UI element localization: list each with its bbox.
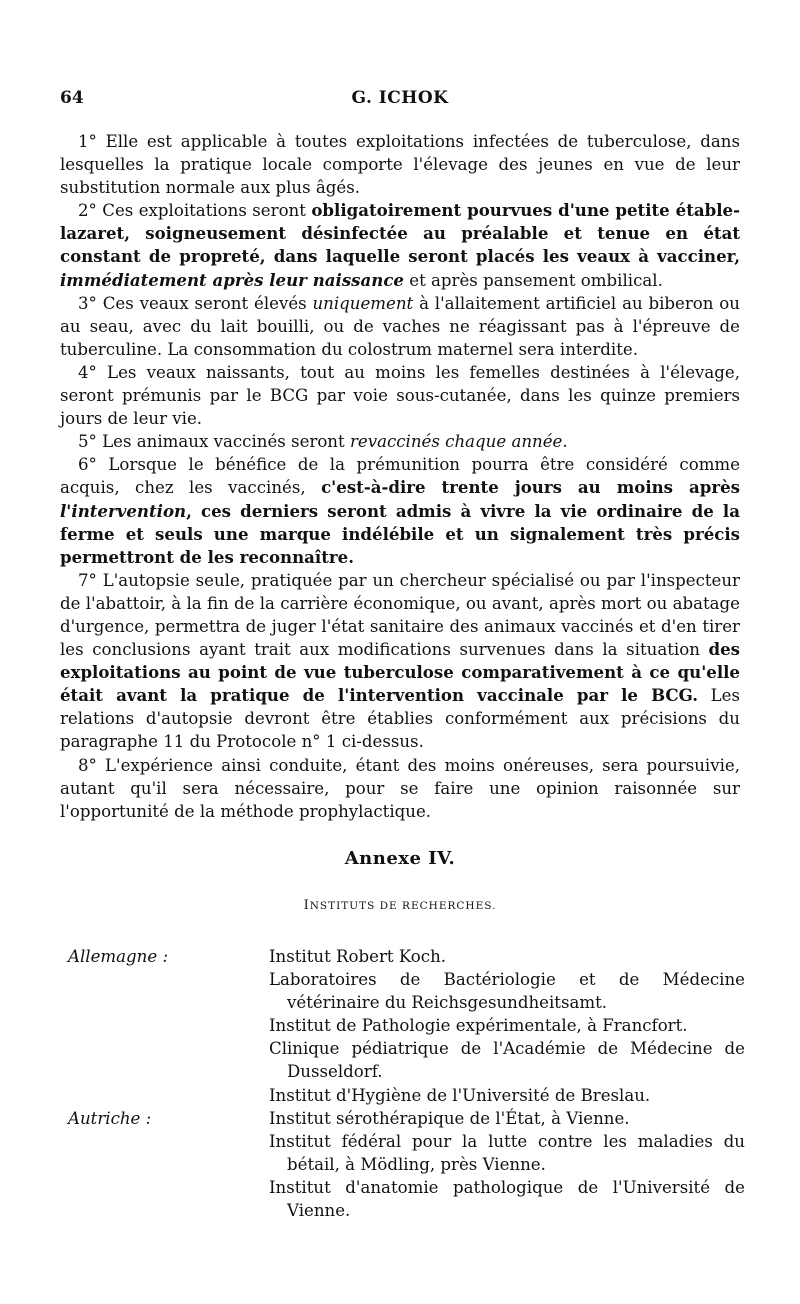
text-segment: et après pansement ombilical.: [403, 270, 663, 290]
country-group: [60, 1107, 745, 1222]
paragraph: [60, 754, 740, 823]
text-segment: 4° Les veaux naissants, tout au moins les femelles destinées à l'élevage, seront prémunis par le BCG par voie sous-cutanée, dans les quinze premiers jours de leur vie.: [60, 362, 740, 429]
text-segment: l'intervention: [60, 500, 187, 521]
paragraph: [60, 199, 740, 291]
running-title: G. ICHOK: [351, 88, 449, 108]
text-segment: c'est-à-dire trente jours au moins après: [321, 477, 740, 498]
text-segment: des exploitations au point de vue tuberculose comparativement à ce qu'elle était avant la pratique de l'intervention vaccinale par le BCG.: [60, 639, 740, 706]
text-segment: 7° L'autopsie seule, pratiquée par un chercheur spécialisé ou par l'inspecteur de l'abattoir, à la fin de la carrière économique, ou avant, après mort ou abatage d'urgence, permettra de juger l'état sanitaire des animaux vaccinés et d'en tirer les conclusions ayant trait aux modifications survenues dans la situation: [60, 570, 740, 660]
text-segment: uniquement: [312, 293, 414, 313]
institute-entry: Institut d'anatomie pathologique de l'Université de Vienne.: [269, 1177, 745, 1221]
annex-subtitle-initial: I: [303, 898, 310, 913]
country-label: Allemagne :: [68, 947, 169, 966]
paragraph: [60, 292, 740, 361]
annex-subtitle-rest: NSTITUTS DE RECHERCHES.: [309, 900, 497, 912]
body-text: [60, 130, 740, 823]
annex-subtitle: [60, 898, 740, 913]
paragraph: [60, 430, 740, 453]
text-segment: obligatoirement pourvues d'une petite étable-lazaret, soigneusement désinfectée au préalable et tenue en état constant de propreté, dans laquelle seront placés les veaux à vacciner,: [60, 200, 740, 267]
text-segment: 5° Les animaux vaccinés seront: [78, 432, 350, 452]
institute-entry: Institut de Pathologie expérimentale, à Francfort.: [269, 1016, 688, 1036]
text-segment: 6° Lorsque le bénéfice de la prémunition pourra être considéré comme acquis, chez les vaccinés,: [60, 455, 740, 498]
text-segment: 1° Elle est applicable à toutes exploitations infectées de tuberculose, dans lesquelles la pratique locale comporte l'élevage des jeunes en vue de leur substitution normale aux plus âgés.: [60, 132, 740, 198]
annex-title: Annexe IV.: [344, 848, 456, 869]
institute-entry: Institut d'Hygiène de l'Université de Breslau.: [269, 1085, 651, 1105]
text-segment: 2° Ces exploitations seront: [78, 201, 312, 221]
text-segment: 3° Ces veaux seront élevés: [78, 293, 313, 313]
institutes-list: [60, 945, 745, 1222]
text-segment: , ces derniers seront admis à vivre la vie ordinaire de la ferme et seuls une marque indélébile et un signalement très précis permettront de les reconnaître.: [60, 500, 740, 567]
institute-entry: Laboratoires de Bactériologie et de Médecine vétérinaire du Reichsgesundheitsamt.: [269, 970, 745, 1013]
text-segment: à l'allaitement artificiel au biberon ou au seau, avec du lait bouilli, ou de vaches ne réagissant pas à l'épreuve de tuberculine. La consommation du colostrum maternel sera interdite.: [60, 293, 740, 359]
text-segment: immédiatement après leur naissance: [60, 269, 404, 290]
paragraph: [60, 453, 740, 568]
institute-entry: Institut sérothérapique de l'État, à Vienne.: [269, 1108, 630, 1128]
paragraph: [60, 569, 740, 754]
institute-entry: Institut fédéral pour la lutte contre les maladies du bétail, à Mödling, près Vienne.: [269, 1131, 745, 1174]
country-group: [60, 945, 745, 1107]
institute-entry: Institut Robert Koch.: [269, 947, 447, 966]
text-segment: revaccinés chaque année.: [349, 432, 568, 452]
page-header: [60, 88, 740, 114]
paragraph: [60, 130, 740, 199]
text-segment: Les relations d'autopsie devront être établies conformément aux précisions du paragraphe 11 du Protocole n° 1 ci-dessus.: [60, 686, 740, 752]
institute-entry: Clinique pédiatrique de l'Académie de Médecine de Dusseldorf.: [269, 1039, 745, 1082]
paragraph: [60, 361, 740, 430]
text-segment: 8° L'expérience ainsi conduite, étant des moins onéreuses, sera poursuivie, autant qu'il sera nécessaire, pour se faire une opinion raisonnée sur l'opportunité de la méthode prophylactique.: [60, 755, 740, 821]
page-number: 64: [60, 88, 84, 108]
country-label: Autriche :: [68, 1108, 152, 1128]
